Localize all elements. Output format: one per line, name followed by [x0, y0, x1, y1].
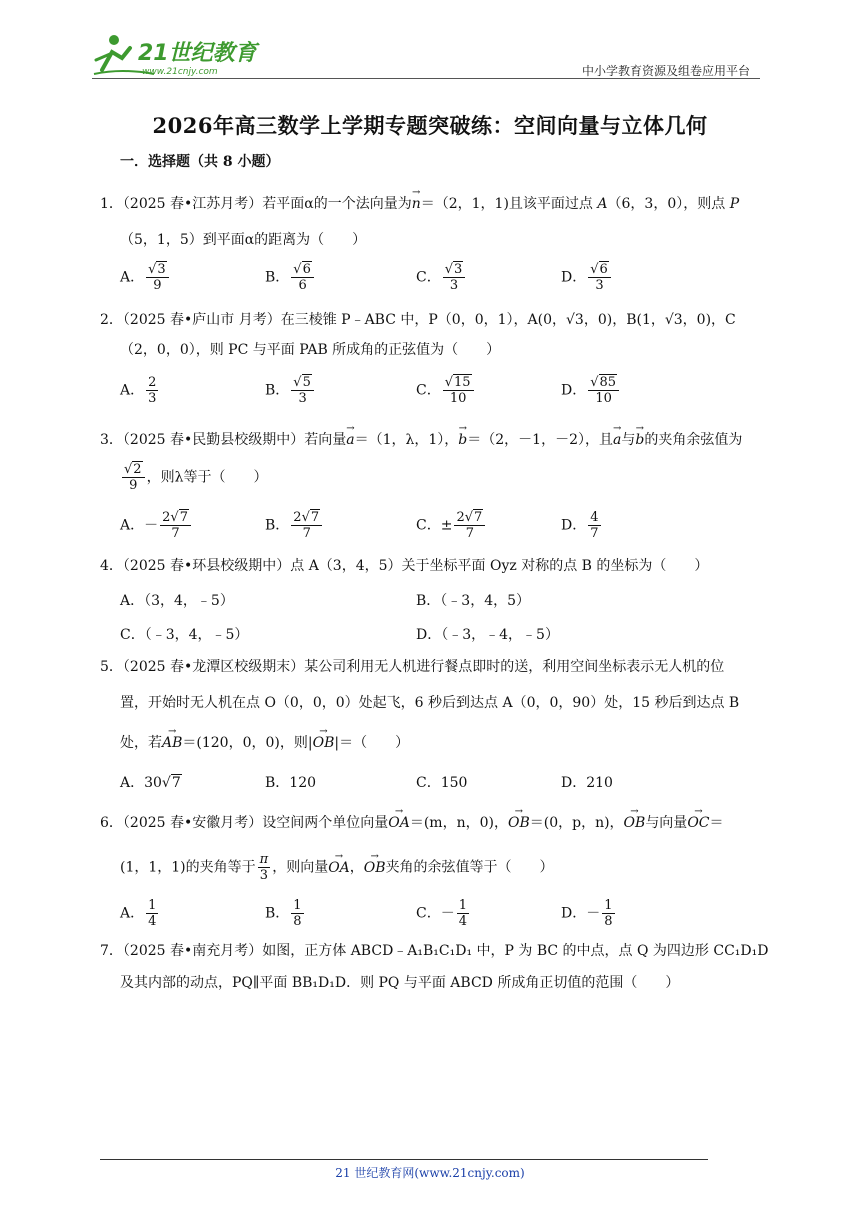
q6-option-c[interactable]: C．－ $\frac{1}{4}$ [416, 898, 467, 929]
q6-option-d[interactable]: D．－ $\frac{1}{8}$ [561, 898, 613, 929]
q5-option-d[interactable]: D．210 [561, 775, 613, 791]
q3-option-c[interactable]: C．± $\frac{2√7}{7}$ [416, 510, 487, 541]
logo-url: www.21cnjy.com [142, 67, 218, 77]
q5-option-b[interactable]: B．120 [265, 775, 317, 791]
q5-option-a[interactable]: A．30√7 [120, 775, 181, 791]
footer-link[interactable]: 21 世纪教育网(www.21cnjy.com) [335, 1166, 525, 1180]
q4-option-d[interactable]: D．（﹣3，﹣4，﹣5） [416, 627, 559, 643]
q1-option-a[interactable]: A． $\frac{√3}{9}$ [120, 262, 171, 293]
question-1-line-1: 1．（2025 春•江苏月考）若平面α的一个法向量为→ n＝（2，1，1)且该平面过点 A（6，3，0），则点 P [100, 194, 739, 214]
question-3-line-2: $\frac{√2}{9}$ ，则λ等于（ ） [124, 462, 268, 493]
q2-option-b[interactable]: B． $\frac{√5}{3}$ [265, 375, 316, 406]
q2-option-d[interactable]: D． $\frac{√85}{10}$ [561, 375, 621, 406]
question-7-line-1: 7．（2025 春•南充月考）如图，正方体 ABCD﹣A₁B₁C₁D₁ 中，P 为 BC 的中点，点 Q 为四边形 CC₁D₁D [100, 943, 769, 959]
q1-option-c[interactable]: C． $\frac{√3}{3}$ [416, 262, 467, 293]
page-title: 2026年高三数学上学期专题突破练：空间向量与立体几何 [152, 113, 708, 138]
question-3-line-1: 3．（2025 春•民勤县校级期中）若向量→ a＝（1，λ，1），→ b＝（2，－1，－2），且→ a与→ b的夹角余弦值为 [100, 430, 742, 450]
q2-option-a[interactable]: A． $\frac{2}{3}$ [120, 375, 157, 406]
question-1-line-2: （5，1，5）到平面α的距离为（ ） [120, 232, 367, 248]
header-divider [92, 78, 760, 79]
q6-option-a[interactable]: A． $\frac{1}{4}$ [120, 898, 157, 929]
platform-name: 中小学教育资源及组卷应用平台 [581, 64, 750, 78]
q1-option-b[interactable]: B． $\frac{√6}{6}$ [265, 262, 316, 293]
q6-option-b[interactable]: B． $\frac{1}{8}$ [265, 898, 302, 929]
q4-option-c[interactable]: C．（﹣3，4，﹣5） [120, 627, 249, 643]
q4-option-a[interactable]: A．（3，4，﹣5） [120, 593, 234, 609]
question-5-line-2: 置，开始时无人机在点 O（0，0，0）处起飞，6 秒后到达点 A（0，0，90）处，15 秒后到达点 B [120, 695, 740, 711]
question-2-line-1: 2．（2025 春•庐山市 月考）在三棱锥 P﹣ABC 中，P（0，0，1），A(0，√3，0)，B(1，√3，0)，C [100, 312, 736, 328]
logo-text: 21世纪教育 [138, 41, 257, 66]
q1-option-d[interactable]: D． $\frac{√6}{3}$ [561, 262, 613, 293]
section-heading: 一．选择题（共 8 小题） [120, 154, 280, 170]
question-5-line-3: 处，若→ AB＝(120，0，0)，则|→ OB|＝（ ） [120, 733, 409, 753]
q2-option-c[interactable]: C． $\frac{√15}{10}$ [416, 375, 476, 406]
question-2-line-2: （2，0，0），则 PC 与平面 PAB 所成角的正弦值为（ ） [120, 342, 501, 358]
logo [92, 30, 262, 80]
footer-divider [100, 1159, 708, 1160]
q3-option-d[interactable]: D． $\frac{4}{7}$ [561, 510, 599, 541]
q5-option-c[interactable]: C．150 [416, 775, 468, 791]
question-7-line-2: 及其内部的动点，PQ∥平面 BB₁D₁D．则 PQ 与平面 ABCD 所成角正切值的范围（ ） [120, 975, 680, 991]
question-6-line-1: 6．（2025 春•安徽月考）设空间两个单位向量→ OA＝(m，n，0)，→ OB＝(0，p，n)，→ OB与向量→ OC＝ [100, 813, 724, 833]
q3-option-b[interactable]: B． $\frac{2√7}{7}$ [265, 510, 324, 541]
question-4-line-1: 4．（2025 春•环县校级期中）点 A（3，4，5）关于坐标平面 Oyz 对称的点 B 的坐标为（ ） [100, 558, 709, 574]
q4-option-b[interactable]: B．（﹣3，4，5） [416, 593, 531, 609]
question-6-line-2: (1，1，1)的夹角等于 $\frac{\pi}{3}$ ，则向量→ OA，→ OB夹角的余弦值等于（ ） [120, 852, 554, 883]
q3-option-a[interactable]: A．－ $\frac{2√7}{7}$ [120, 510, 193, 541]
question-5-line-1: 5．（2025 春•龙潭区校级期末）某公司利用无人机进行餐点即时的送，利用空间坐标表示无人机的位 [100, 659, 725, 675]
